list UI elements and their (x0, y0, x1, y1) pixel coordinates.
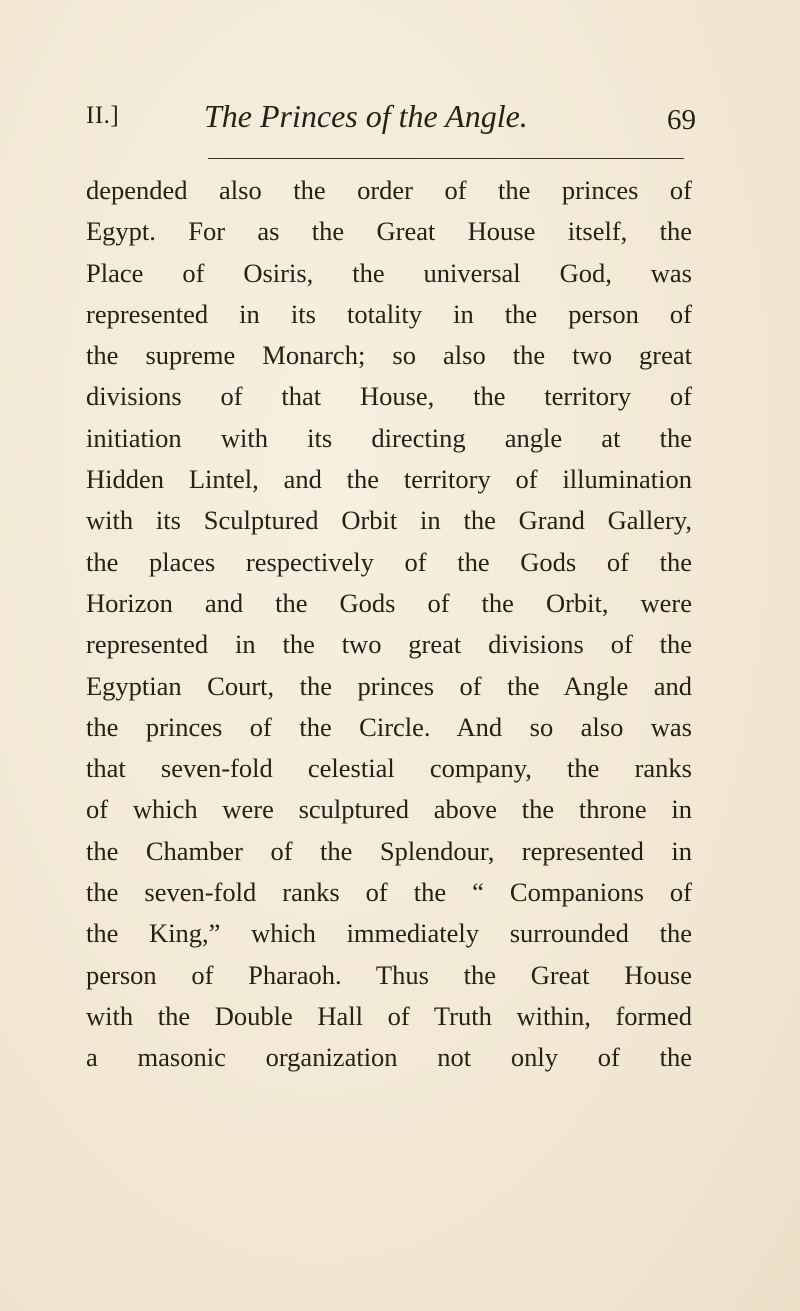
text-line: the King,” which immediately surrounded the (86, 918, 692, 949)
text-line: Horizon and the Gods of the Orbit, were (86, 587, 692, 618)
text-line: divisions of that House, the territory of (86, 381, 692, 412)
text-line: the supreme Monarch; so also the two great (86, 340, 692, 371)
text-line: a masonic organization not only of the (86, 1042, 692, 1073)
text-line: the seven-fold ranks of the “ Companions of (86, 877, 692, 908)
text-line: Place of Osiris, the universal God, was (86, 257, 692, 288)
text-line: person of Pharaoh. Thus the Great House (86, 959, 692, 990)
text-line: with the Double Hall of Truth within, formed (86, 1000, 692, 1031)
header-rule (208, 158, 684, 159)
text-line: Egyptian Court, the princes of the Angle and (86, 670, 692, 701)
body-text (86, 170, 692, 1079)
page-header (86, 96, 696, 142)
text-line: represented in its totality in the person of (86, 298, 692, 329)
text-line: the Chamber of the Splendour, represented in (86, 835, 692, 866)
text-line: Hidden Lintel, and the territory of illumination (86, 464, 692, 495)
text-line: initiation with its directing angle at the (86, 422, 692, 453)
text-line: that seven-fold celestial company, the ranks (86, 753, 692, 784)
text-line: represented in the two great divisions of the (86, 629, 692, 660)
text-line: Egypt. For as the Great House itself, the (86, 216, 692, 247)
text-line: with its Sculptured Orbit in the Grand Gallery, (86, 505, 692, 536)
text-line: the princes of the Circle. And so also was (86, 711, 692, 742)
running-title: The Princes of the Angle. (204, 98, 528, 134)
page-number: 69 (667, 104, 696, 136)
chapter-marker: II.] (86, 102, 120, 129)
text-line: the places respectively of the Gods of the (86, 546, 692, 577)
text-line: of which were sculptured above the throne in (86, 794, 692, 825)
text-line: depended also the order of the princes of (86, 175, 692, 205)
